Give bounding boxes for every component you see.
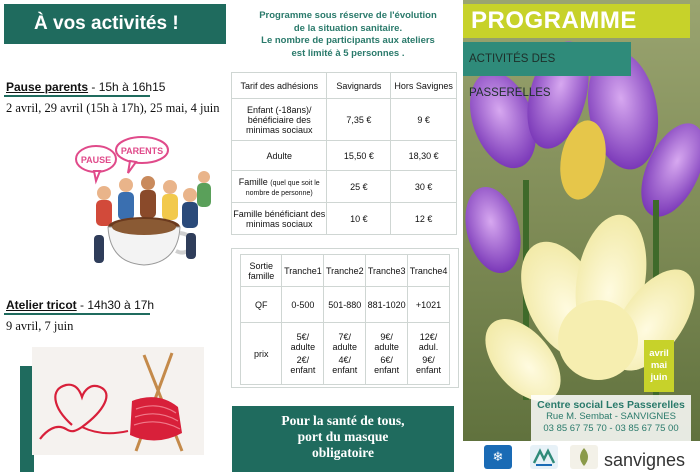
region-logo-icon xyxy=(530,445,558,469)
atelier-tricot-title: Atelier tricot xyxy=(6,298,77,312)
qf-cell: 881-1020 xyxy=(366,287,408,323)
tarif-cell: 30 € xyxy=(391,171,457,203)
table-row xyxy=(232,99,457,141)
famille-label: Famille xyxy=(238,176,268,187)
sortie-header: Sortie famille xyxy=(241,255,282,287)
pause-parents-heading xyxy=(6,80,165,94)
prix-adult-value: 12€/ xyxy=(419,332,438,342)
tarif-row-label: Enfant (-18ans)/ bénéficiaire des minimas sociaux xyxy=(232,99,327,141)
sanitary-notice xyxy=(238,10,458,60)
month-june: juin xyxy=(650,372,668,383)
month-may: mai xyxy=(650,360,668,371)
tarif-cell: 15,50 € xyxy=(327,141,391,171)
tarif-cell: 9 € xyxy=(391,99,457,141)
prix-cell xyxy=(408,323,450,385)
prix-child-label: enfant xyxy=(290,365,316,375)
pause-parents-dates: 2 avril, 29 avril (15h à 17h), 25 mai, 4 juin xyxy=(6,101,220,115)
table-row xyxy=(232,203,457,235)
sortie-header: Tranche1 xyxy=(282,255,324,287)
sortie-header: Tranche3 xyxy=(366,255,408,287)
sortie-header: Tranche4 xyxy=(408,255,450,287)
qf-cell: 0-500 xyxy=(282,287,324,323)
prix-label: prix xyxy=(241,323,282,385)
atelier-tricot-dates: 9 avril, 7 juin xyxy=(6,319,74,333)
prix-cell xyxy=(282,323,324,385)
table-row xyxy=(232,141,457,171)
programme-banner: PROGRAMME xyxy=(463,4,690,38)
table-row xyxy=(241,255,450,287)
prix-cell xyxy=(324,323,366,385)
table-row xyxy=(232,73,457,99)
qf-label: QF xyxy=(241,287,282,323)
tarif-header-savignards: Savignards xyxy=(327,73,391,99)
famille-note: (quel que soit le nombre de personne) xyxy=(245,179,320,197)
activities-banner: À vos activités ! xyxy=(4,4,226,44)
month-april: avril xyxy=(649,348,669,359)
notice-line-4: est limité à 5 personnes . xyxy=(291,47,405,59)
prix-child-value: 2€/ xyxy=(296,355,310,365)
tarif-cell: 18,30 € xyxy=(391,141,457,171)
prix-adult-value: 9€/ xyxy=(380,332,393,342)
tarif-row-label: Famille bénéficiant des minimas sociaux xyxy=(232,203,327,235)
centre-phones: 03 85 67 75 70 - 03 85 67 75 00 xyxy=(543,423,679,434)
prix-adult-label: adulte xyxy=(374,342,399,352)
qf-cell: +1021 xyxy=(408,287,450,323)
pause-parents-illustration xyxy=(74,135,224,270)
svg-text:❄: ❄ xyxy=(492,450,504,465)
qf-cell: 501-880 xyxy=(324,287,366,323)
notice-line-3: Le nombre de participants aux ateliers xyxy=(261,35,435,46)
prix-child-value: 9€/ xyxy=(422,355,435,365)
pause-bubble-text: PAUSE xyxy=(80,155,112,165)
prix-adult-value: 7€/ xyxy=(338,332,352,342)
atelier-tricot-time: - 14h30 à 17h xyxy=(76,298,155,312)
caf-logo-icon xyxy=(484,445,512,469)
centre-contact-box xyxy=(531,395,691,441)
prix-cell xyxy=(366,323,408,385)
tarif-row-label: Adulte xyxy=(232,141,327,171)
table-row xyxy=(232,171,457,203)
activities-passerelles-banner: ACTIVITÉS DES PASSERELLES xyxy=(463,42,631,76)
table-row xyxy=(241,323,450,385)
membership-fees-table xyxy=(231,72,457,235)
prix-adult-label: adul. xyxy=(418,342,439,352)
prix-child-label: enfant xyxy=(416,365,442,375)
atelier-tricot-heading xyxy=(6,298,154,312)
parents-bubble-text: PARENTS xyxy=(120,146,164,156)
department-logo-icon xyxy=(570,445,598,469)
tarif-cell: 25 € xyxy=(327,171,391,203)
notice-line-1: Programme sous réserve de l'évolution xyxy=(259,10,437,21)
prix-child-value: 6€/ xyxy=(380,355,393,365)
tarif-cell: 10 € xyxy=(327,203,391,235)
knitting-photo xyxy=(32,347,204,455)
tarif-header-label: Tarif des adhésions xyxy=(232,73,327,99)
centre-address: Rue M. Sembat - SANVIGNES xyxy=(546,411,676,422)
months-badge xyxy=(644,340,674,392)
prix-adult-label: adulte xyxy=(290,342,316,352)
family-outing-table xyxy=(240,254,450,385)
prix-child-label: enfant xyxy=(374,365,400,375)
mask-notice xyxy=(232,406,454,472)
tarif-row-label-famille xyxy=(232,171,327,203)
mask-line-1: Pour la santé de tous, xyxy=(281,413,405,428)
tarif-cell: 12 € xyxy=(391,203,457,235)
mask-line-3: obligatoire xyxy=(312,445,374,460)
prix-child-label: enfant xyxy=(332,365,358,375)
tarif-cell: 7,35 € xyxy=(327,99,391,141)
sortie-header: Tranche2 xyxy=(324,255,366,287)
table-row xyxy=(241,287,450,323)
tarif-header-hors: Hors Savignes xyxy=(391,73,457,99)
pause-parents-title: Pause parents xyxy=(6,80,89,94)
prix-child-value: 4€/ xyxy=(338,355,352,365)
mask-line-2: port du masque xyxy=(297,429,389,444)
atelier-tricot-rule xyxy=(4,313,150,315)
pause-parents-rule xyxy=(4,95,150,97)
sanvignes-logo-text: sanvignes xyxy=(604,450,686,470)
prix-adult-label: adulte xyxy=(332,342,358,352)
notice-line-2: de la situation sanitaire. xyxy=(293,22,403,34)
centre-name: Centre social Les Passerelles xyxy=(537,399,685,411)
pause-parents-time: - 15h à 16h15 xyxy=(88,80,166,94)
prix-adult-value: 5€/ xyxy=(296,332,310,342)
